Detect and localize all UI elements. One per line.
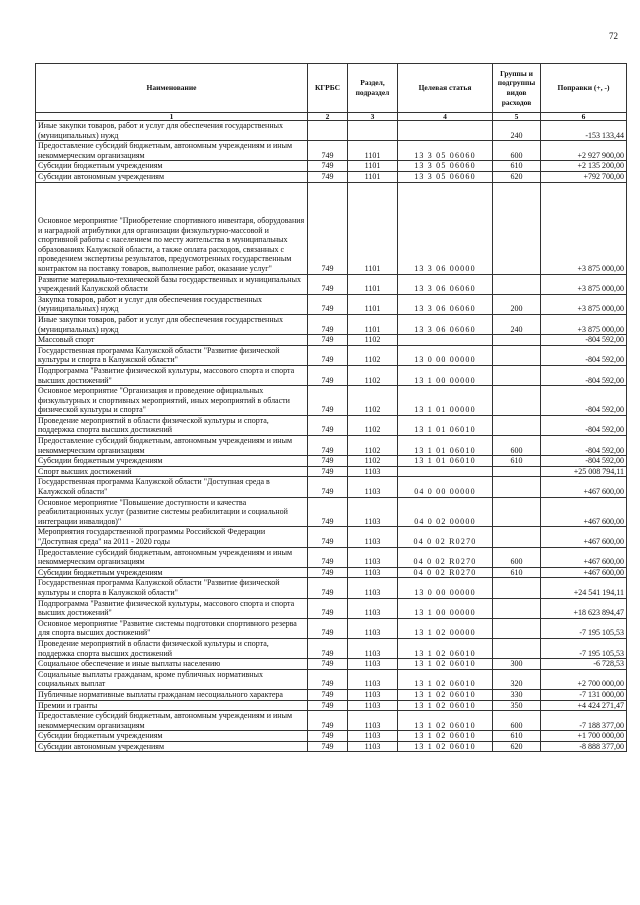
row-kgrbs-cell bbox=[308, 121, 348, 141]
row-section-cell: 1102 bbox=[348, 335, 398, 346]
row-amount-cell: -804 592,00 bbox=[541, 436, 627, 456]
row-name-cell: Социальные выплаты гражданам, кроме публичных нормативных социальных выплат bbox=[36, 669, 308, 689]
row-amount-cell: +467 600,00 bbox=[541, 567, 627, 578]
row-group-cell: 610 bbox=[493, 567, 541, 578]
row-kgrbs-cell: 749 bbox=[308, 436, 348, 456]
header-groups: Группы и подгруппы видов расходов bbox=[493, 64, 541, 113]
row-target-cell: 13 1 02 06010 bbox=[398, 638, 493, 658]
row-kgrbs-cell: 749 bbox=[308, 386, 348, 416]
row-target-cell: 04 0 00 00000 bbox=[398, 477, 493, 497]
row-group-cell: 600 bbox=[493, 141, 541, 161]
row-name-cell: Иные закупки товаров, работ и услуг для обеспечения государственных (муниципальных) нужд bbox=[36, 314, 308, 334]
table-row bbox=[36, 477, 627, 497]
row-amount-cell: -804 592,00 bbox=[541, 335, 627, 346]
row-name-cell: Субсидии бюджетным учреждениям bbox=[36, 567, 308, 578]
row-group-cell bbox=[493, 477, 541, 497]
row-target-cell: 13 3 06 00000 bbox=[398, 182, 493, 274]
row-amount-cell: +4 424 271,47 bbox=[541, 700, 627, 711]
row-group-cell: 610 bbox=[493, 456, 541, 467]
row-kgrbs-cell: 749 bbox=[308, 182, 348, 274]
row-kgrbs-cell: 749 bbox=[308, 598, 348, 618]
table-row bbox=[36, 731, 627, 742]
row-kgrbs-cell: 749 bbox=[308, 669, 348, 689]
row-group-cell bbox=[493, 182, 541, 274]
table-row bbox=[36, 497, 627, 527]
row-name-cell: Государственная программа Калужской области "Развитие физической культуры и спорта в Калужской области" bbox=[36, 578, 308, 598]
row-kgrbs-cell: 749 bbox=[308, 335, 348, 346]
row-kgrbs-cell: 749 bbox=[308, 274, 348, 294]
row-target-cell: 13 1 01 06010 bbox=[398, 436, 493, 456]
row-name-cell: Социальное обеспечение и иные выплаты населению bbox=[36, 659, 308, 670]
table-row bbox=[36, 415, 627, 435]
row-amount-cell: +1 700 000,00 bbox=[541, 731, 627, 742]
row-kgrbs-cell: 749 bbox=[308, 527, 348, 547]
row-kgrbs-cell: 749 bbox=[308, 618, 348, 638]
row-target-cell: 13 1 02 06010 bbox=[398, 689, 493, 700]
row-amount-cell: +467 600,00 bbox=[541, 547, 627, 567]
row-name-cell: Подпрограмма "Развитие физической культуры, массового спорта и спорта высших достижений" bbox=[36, 598, 308, 618]
table-row bbox=[36, 578, 627, 598]
table-row bbox=[36, 711, 627, 731]
row-group-cell bbox=[493, 365, 541, 385]
row-target-cell: 04 0 02 R0270 bbox=[398, 527, 493, 547]
row-kgrbs-cell: 749 bbox=[308, 161, 348, 172]
row-amount-cell: +25 008 794,11 bbox=[541, 466, 627, 477]
row-target-cell: 13 3 06 06060 bbox=[398, 314, 493, 334]
row-section-cell: 1102 bbox=[348, 436, 398, 456]
row-group-cell bbox=[493, 527, 541, 547]
row-amount-cell: -7 131 000,00 bbox=[541, 689, 627, 700]
row-group-cell: 200 bbox=[493, 294, 541, 314]
row-section-cell: 1103 bbox=[348, 567, 398, 578]
row-section-cell: 1103 bbox=[348, 669, 398, 689]
row-group-cell: 600 bbox=[493, 436, 541, 456]
row-section-cell: 1103 bbox=[348, 547, 398, 567]
table-row bbox=[36, 182, 627, 274]
table-row bbox=[36, 466, 627, 477]
row-target-cell bbox=[398, 121, 493, 141]
row-group-cell: 320 bbox=[493, 669, 541, 689]
row-kgrbs-cell: 749 bbox=[308, 567, 348, 578]
row-target-cell: 13 3 06 06060 bbox=[398, 274, 493, 294]
row-section-cell: 1101 bbox=[348, 314, 398, 334]
row-amount-cell: +467 600,00 bbox=[541, 497, 627, 527]
column-number: 4 bbox=[398, 113, 493, 121]
row-kgrbs-cell: 749 bbox=[308, 711, 348, 731]
row-section-cell: 1103 bbox=[348, 578, 398, 598]
row-name-cell: Мероприятия государственной программы Российской Федерации "Доступная среда" на 2011 - 2020 годы bbox=[36, 527, 308, 547]
row-target-cell: 13 3 05 06060 bbox=[398, 171, 493, 182]
row-group-cell: 620 bbox=[493, 171, 541, 182]
row-section-cell: 1103 bbox=[348, 731, 398, 742]
table-row bbox=[36, 741, 627, 752]
column-number-row bbox=[36, 113, 627, 121]
row-kgrbs-cell: 749 bbox=[308, 365, 348, 385]
row-kgrbs-cell: 749 bbox=[308, 731, 348, 742]
row-name-cell: Основное мероприятие "Организация и проведение официальных физкультурных и спортивных мероприятий, иных мероприятий в области физической культуры и спорта" bbox=[36, 386, 308, 416]
row-group-cell bbox=[493, 497, 541, 527]
row-amount-cell: +3 875 000,00 bbox=[541, 182, 627, 274]
row-kgrbs-cell: 749 bbox=[308, 700, 348, 711]
header-section: Раздел, подраздел bbox=[348, 64, 398, 113]
row-section-cell: 1102 bbox=[348, 415, 398, 435]
row-kgrbs-cell: 749 bbox=[308, 415, 348, 435]
table-row bbox=[36, 121, 627, 141]
row-name-cell: Основное мероприятие "Развитие системы подготовки спортивного резерва для спорта высших достижений" bbox=[36, 618, 308, 638]
row-group-cell: 600 bbox=[493, 547, 541, 567]
row-section-cell: 1103 bbox=[348, 477, 398, 497]
table-row bbox=[36, 547, 627, 567]
row-group-cell: 350 bbox=[493, 700, 541, 711]
row-kgrbs-cell: 749 bbox=[308, 294, 348, 314]
row-name-cell: Премии и гранты bbox=[36, 700, 308, 711]
row-section-cell: 1101 bbox=[348, 294, 398, 314]
row-section-cell: 1102 bbox=[348, 456, 398, 467]
table-row bbox=[36, 314, 627, 334]
row-section-cell: 1103 bbox=[348, 497, 398, 527]
row-section-cell: 1103 bbox=[348, 598, 398, 618]
row-amount-cell: +2 135 200,00 bbox=[541, 161, 627, 172]
row-name-cell: Государственная программа Калужской области "Развитие физической культуры и спорта в Калужской области" bbox=[36, 345, 308, 365]
row-name-cell: Субсидии бюджетным учреждениям bbox=[36, 731, 308, 742]
row-target-cell: 13 0 00 00000 bbox=[398, 345, 493, 365]
row-amount-cell: +3 875 000,00 bbox=[541, 294, 627, 314]
table-row bbox=[36, 345, 627, 365]
table-row bbox=[36, 700, 627, 711]
row-amount-cell: -7 188 377,00 bbox=[541, 711, 627, 731]
row-section-cell: 1103 bbox=[348, 659, 398, 670]
row-target-cell: 13 3 05 06060 bbox=[398, 161, 493, 172]
budget-amendments-table bbox=[35, 63, 627, 752]
row-name-cell: Субсидии автономным учреждениям bbox=[36, 741, 308, 752]
row-target-cell: 13 1 02 06010 bbox=[398, 741, 493, 752]
row-name-cell: Субсидии автономным учреждениям bbox=[36, 171, 308, 182]
table-row bbox=[36, 171, 627, 182]
table-row bbox=[36, 141, 627, 161]
row-kgrbs-cell: 749 bbox=[308, 497, 348, 527]
row-section-cell: 1101 bbox=[348, 171, 398, 182]
row-kgrbs-cell: 749 bbox=[308, 141, 348, 161]
table-row bbox=[36, 638, 627, 658]
row-amount-cell: +2 700 000,00 bbox=[541, 669, 627, 689]
row-name-cell: Проведение мероприятий в области физической культуры и спорта, поддержка спорта высших достижений bbox=[36, 638, 308, 658]
row-amount-cell: +24 541 194,11 bbox=[541, 578, 627, 598]
row-group-cell: 600 bbox=[493, 711, 541, 731]
header-kgrbs: КГРБС bbox=[308, 64, 348, 113]
row-amount-cell: -153 133,44 bbox=[541, 121, 627, 141]
row-name-cell: Предоставление субсидий бюджетным, автономным учреждениям и иным некоммерческим организациям bbox=[36, 711, 308, 731]
table-row bbox=[36, 274, 627, 294]
row-amount-cell: +467 600,00 bbox=[541, 477, 627, 497]
row-group-cell bbox=[493, 618, 541, 638]
table-row bbox=[36, 567, 627, 578]
row-group-cell bbox=[493, 578, 541, 598]
row-target-cell: 13 1 02 06010 bbox=[398, 731, 493, 742]
row-amount-cell: -7 195 105,53 bbox=[541, 618, 627, 638]
row-section-cell: 1103 bbox=[348, 711, 398, 731]
row-group-cell bbox=[493, 638, 541, 658]
row-name-cell: Спорт высших достижений bbox=[36, 466, 308, 477]
row-section-cell: 1101 bbox=[348, 274, 398, 294]
row-kgrbs-cell: 749 bbox=[308, 659, 348, 670]
row-kgrbs-cell: 749 bbox=[308, 314, 348, 334]
row-name-cell: Предоставление субсидий бюджетным, автономным учреждениям и иным некоммерческим организациям bbox=[36, 547, 308, 567]
column-number: 6 bbox=[541, 113, 627, 121]
row-name-cell: Субсидии бюджетным учреждениям bbox=[36, 161, 308, 172]
row-target-cell: 13 1 02 06010 bbox=[398, 659, 493, 670]
column-number: 3 bbox=[348, 113, 398, 121]
row-section-cell bbox=[348, 121, 398, 141]
row-kgrbs-cell: 749 bbox=[308, 171, 348, 182]
row-section-cell: 1103 bbox=[348, 527, 398, 547]
page-number: 72 bbox=[609, 31, 618, 41]
row-amount-cell: -804 592,00 bbox=[541, 456, 627, 467]
row-section-cell: 1102 bbox=[348, 365, 398, 385]
table-row bbox=[36, 335, 627, 346]
row-group-cell bbox=[493, 386, 541, 416]
row-amount-cell: +2 927 900,00 bbox=[541, 141, 627, 161]
row-kgrbs-cell: 749 bbox=[308, 578, 348, 598]
row-target-cell bbox=[398, 466, 493, 477]
row-group-cell bbox=[493, 415, 541, 435]
row-name-cell: Государственная программа Калужской области "Доступная среда в Калужской области" bbox=[36, 477, 308, 497]
row-target-cell: 13 1 00 00000 bbox=[398, 598, 493, 618]
row-amount-cell: +3 875 000,00 bbox=[541, 314, 627, 334]
row-kgrbs-cell: 749 bbox=[308, 456, 348, 467]
row-section-cell: 1103 bbox=[348, 618, 398, 638]
row-group-cell bbox=[493, 274, 541, 294]
row-amount-cell: -6 728,53 bbox=[541, 659, 627, 670]
row-target-cell: 04 0 02 R0270 bbox=[398, 547, 493, 567]
row-amount-cell: +18 623 894,47 bbox=[541, 598, 627, 618]
row-target-cell: 13 1 00 00000 bbox=[398, 365, 493, 385]
row-amount-cell: -804 592,00 bbox=[541, 415, 627, 435]
row-name-cell: Субсидии бюджетным учреждениям bbox=[36, 456, 308, 467]
table-row bbox=[36, 294, 627, 314]
table-row bbox=[36, 598, 627, 618]
row-section-cell: 1101 bbox=[348, 182, 398, 274]
row-target-cell: 13 1 01 06010 bbox=[398, 456, 493, 467]
table-header-row bbox=[36, 64, 627, 113]
table-row bbox=[36, 659, 627, 670]
row-target-cell bbox=[398, 335, 493, 346]
row-target-cell: 04 0 02 R0270 bbox=[398, 567, 493, 578]
row-target-cell: 13 0 00 00000 bbox=[398, 578, 493, 598]
row-target-cell: 13 1 02 06010 bbox=[398, 669, 493, 689]
row-group-cell: 610 bbox=[493, 161, 541, 172]
table-row bbox=[36, 436, 627, 456]
row-name-cell: Предоставление субсидий бюджетным, автономным учреждениям и иным некоммерческим организациям bbox=[36, 436, 308, 456]
row-kgrbs-cell: 749 bbox=[308, 477, 348, 497]
table-row bbox=[36, 669, 627, 689]
row-target-cell: 13 3 05 06060 bbox=[398, 141, 493, 161]
row-name-cell: Подпрограмма "Развитие физической культуры, массового спорта и спорта высших достижений" bbox=[36, 365, 308, 385]
table-row bbox=[36, 161, 627, 172]
row-group-cell: 240 bbox=[493, 314, 541, 334]
row-section-cell: 1103 bbox=[348, 689, 398, 700]
row-group-cell bbox=[493, 466, 541, 477]
row-name-cell: Основное мероприятие "Повышение доступности и качества реабилитационных услуг (развитие системы реабилитации и социальной интеграции инвалидов)" bbox=[36, 497, 308, 527]
row-group-cell: 610 bbox=[493, 731, 541, 742]
row-kgrbs-cell: 749 bbox=[308, 638, 348, 658]
row-amount-cell: +792 700,00 bbox=[541, 171, 627, 182]
column-number: 2 bbox=[308, 113, 348, 121]
table-body bbox=[36, 121, 627, 752]
row-section-cell: 1103 bbox=[348, 638, 398, 658]
row-target-cell: 13 3 06 06060 bbox=[398, 294, 493, 314]
row-kgrbs-cell: 749 bbox=[308, 547, 348, 567]
row-target-cell: 13 1 02 06010 bbox=[398, 700, 493, 711]
table-row bbox=[36, 527, 627, 547]
row-name-cell: Иные закупки товаров, работ и услуг для обеспечения государственных (муниципальных) нужд bbox=[36, 121, 308, 141]
header-name: Наименование bbox=[36, 64, 308, 113]
row-section-cell: 1101 bbox=[348, 141, 398, 161]
row-section-cell: 1102 bbox=[348, 386, 398, 416]
row-amount-cell: -804 592,00 bbox=[541, 365, 627, 385]
table-row bbox=[36, 365, 627, 385]
table-row bbox=[36, 689, 627, 700]
row-name-cell: Закупка товаров, работ и услуг для обеспечения государственных (муниципальных) нужд bbox=[36, 294, 308, 314]
row-group-cell bbox=[493, 335, 541, 346]
row-group-cell: 330 bbox=[493, 689, 541, 700]
row-name-cell: Публичные нормативные выплаты гражданам несоциального характера bbox=[36, 689, 308, 700]
header-amendments: Поправки (+, -) bbox=[541, 64, 627, 113]
column-number: 5 bbox=[493, 113, 541, 121]
row-name-cell: Развитие материально-технической базы государственных и муниципальных учреждений Калужской области bbox=[36, 274, 308, 294]
row-section-cell: 1103 bbox=[348, 466, 398, 477]
row-group-cell: 300 bbox=[493, 659, 541, 670]
row-group-cell: 240 bbox=[493, 121, 541, 141]
row-kgrbs-cell: 749 bbox=[308, 741, 348, 752]
row-kgrbs-cell: 749 bbox=[308, 466, 348, 477]
row-name-cell: Проведение мероприятий в области физической культуры и спорта, поддержка спорта высших достижений bbox=[36, 415, 308, 435]
row-group-cell bbox=[493, 345, 541, 365]
row-amount-cell: -7 195 105,53 bbox=[541, 638, 627, 658]
row-kgrbs-cell: 749 bbox=[308, 689, 348, 700]
table-row bbox=[36, 386, 627, 416]
row-amount-cell: -8 888 377,00 bbox=[541, 741, 627, 752]
row-target-cell: 13 1 02 00000 bbox=[398, 618, 493, 638]
row-kgrbs-cell: 749 bbox=[308, 345, 348, 365]
row-section-cell: 1101 bbox=[348, 161, 398, 172]
row-section-cell: 1102 bbox=[348, 345, 398, 365]
header-target: Целевая статья bbox=[398, 64, 493, 113]
row-group-cell bbox=[493, 598, 541, 618]
row-target-cell: 13 1 01 06010 bbox=[398, 415, 493, 435]
row-name-cell: Предоставление субсидий бюджетным, автономным учреждениям и иным некоммерческим организациям bbox=[36, 141, 308, 161]
row-amount-cell: -804 592,00 bbox=[541, 345, 627, 365]
table-row bbox=[36, 456, 627, 467]
row-group-cell: 620 bbox=[493, 741, 541, 752]
row-target-cell: 13 1 01 00000 bbox=[398, 386, 493, 416]
row-section-cell: 1103 bbox=[348, 741, 398, 752]
row-name-cell: Массовый спорт bbox=[36, 335, 308, 346]
row-amount-cell: +3 875 000,00 bbox=[541, 274, 627, 294]
column-number: 1 bbox=[36, 113, 308, 121]
row-amount-cell: +467 600,00 bbox=[541, 527, 627, 547]
row-amount-cell: -804 592,00 bbox=[541, 386, 627, 416]
row-name-cell: Основное мероприятие "Приобретение спортивного инвентаря, оборудования и наградной атрибутики для организации физкультурно-массовой и спортивной работы с населением по месту жительства в муниципальных образованиях Калужской области, а также оплата расходов, связанных с проведением экспертизы результатов, предусмотренных государственным контрактом на поставку товаров, выполнение работ, оказание услуг" bbox=[36, 182, 308, 274]
row-section-cell: 1103 bbox=[348, 700, 398, 711]
table-row bbox=[36, 618, 627, 638]
row-target-cell: 04 0 02 00000 bbox=[398, 497, 493, 527]
row-target-cell: 13 1 02 06010 bbox=[398, 711, 493, 731]
